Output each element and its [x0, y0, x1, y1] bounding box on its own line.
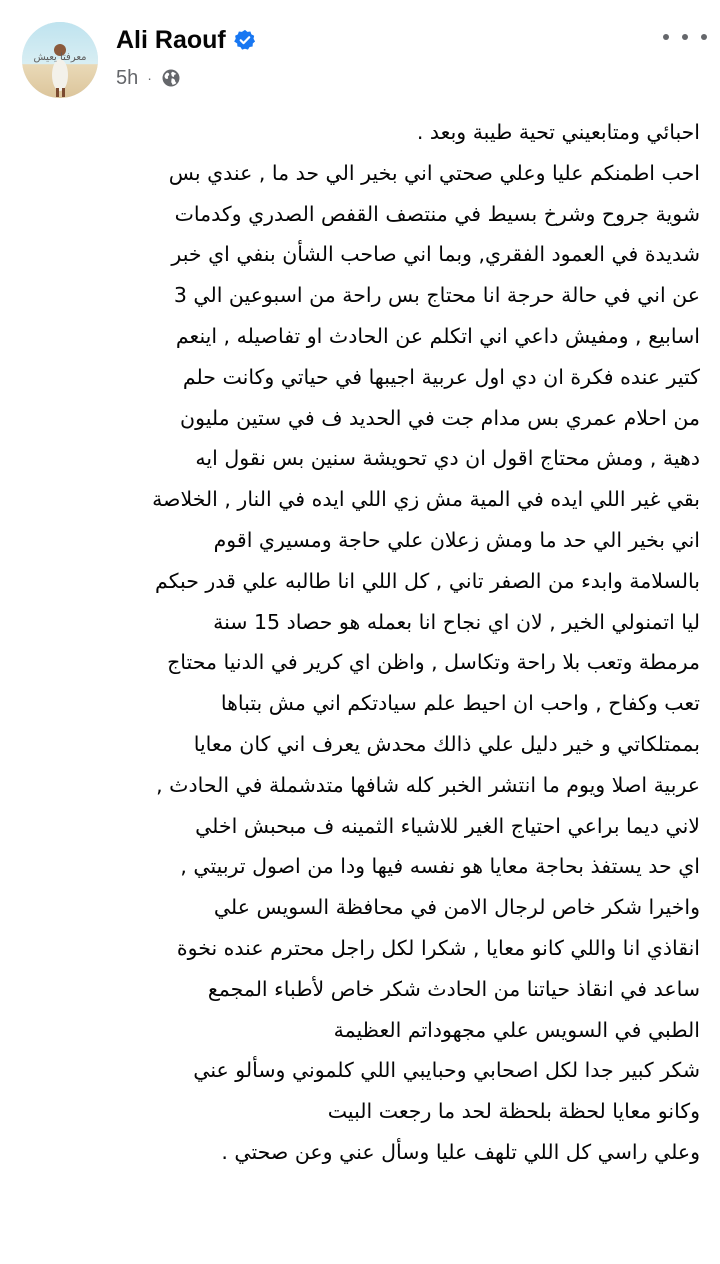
post-text: احبائي ومتابعيني تحية طيبة وبعد . احب اطمنكم عليا وعلي صحتي اني بخير الي حد ما , عندي بس شوية جروح وشرخ بسيط في منتصف القفص الصدري وكدمات شديدة في العمود الفقري, وبما اني صاحب الشأن بنفي اي خبر عن اني في حالة حرجة انا محتاج بس راحة من اسبوعين الي 3 اسابيع , ومفيش داعي اني اتكلم عن الحادث او تفاصيله , اينعم كتير عنده فكرة ان دي اول عربية اجيبها في حياتي وكانت حلم من احلام عمري بس مدام جت في الحديد ف في ستين مليون دهية , ومش محتاج اقول ان دي تحويشة سنين بس نقول ايه بقي غير اللي ايده في المية مش زي اللي ايده في النار , الخلاصة اني بخير الي حد ما ومش زعلان علي حاجة ومسيري اقوم بالسلامة وابدء من الصفر تاني , كل اللي انا طالبه علي قدر حبكم ليا اتمنولي الخير , لان اي نجاح انا بعمله هو حصاد 15 سنة مرمطة وتعب بلا راحة وتكاسل , واظن اي كرير في الدنيا محتاج تعب وكفاح , واحب ان احيط علم سيادتكم اني مش بتباها بممتلكاتي و خير دليل علي ذالك محدش يعرف اني كان معايا عربية اصلا ويوم ما انتشر الخبر كله شافها متدشملة في الحادث , لاني ديما براعي احتياج الغير للاشياء الثمينه ف مبحبش اخلي اي حد يستفذ بحاجة معايا هو نفسه فيها ودا من اصول تربيتي , واخيرا شكر خاص لرجال الامن في محافظة السويس علي انقاذي انا واللي كانو معايا , شكرا لكل راجل محترم عنده نخوة ساعد في انقاذ حياتنا من الحادث شكر خاص لأطباء المجمع الطبي في السويس علي مجهوداتم العظيمة شكر كبير جدا لكل اصحابي وحبايبي اللي كلموني وسألو عني وكانو معايا لحظة بلحظة لحد ما رجعت البيت وعلي راسي كل اللي تلهف عليا وسأل عني وعن صحتي .	[152, 120, 700, 1164]
globe-icon[interactable]	[161, 68, 181, 88]
meta-separator: ·	[147, 70, 152, 86]
post-meta	[116, 64, 181, 92]
post-body	[20, 112, 700, 1257]
post-time[interactable]: 5h	[116, 66, 139, 89]
avatar-logo-text: معرفتا يعيش	[33, 52, 87, 63]
verified-badge-icon	[234, 29, 256, 51]
more-options-icon[interactable]	[663, 27, 707, 47]
author-name[interactable]: Ali Raouf	[116, 25, 226, 54]
more-dot	[663, 34, 669, 40]
author-avatar[interactable]	[22, 22, 98, 98]
more-dot	[682, 34, 688, 40]
post-header	[0, 0, 720, 110]
author-row	[116, 22, 256, 58]
avatar-image	[22, 22, 98, 98]
more-dot	[701, 34, 707, 40]
